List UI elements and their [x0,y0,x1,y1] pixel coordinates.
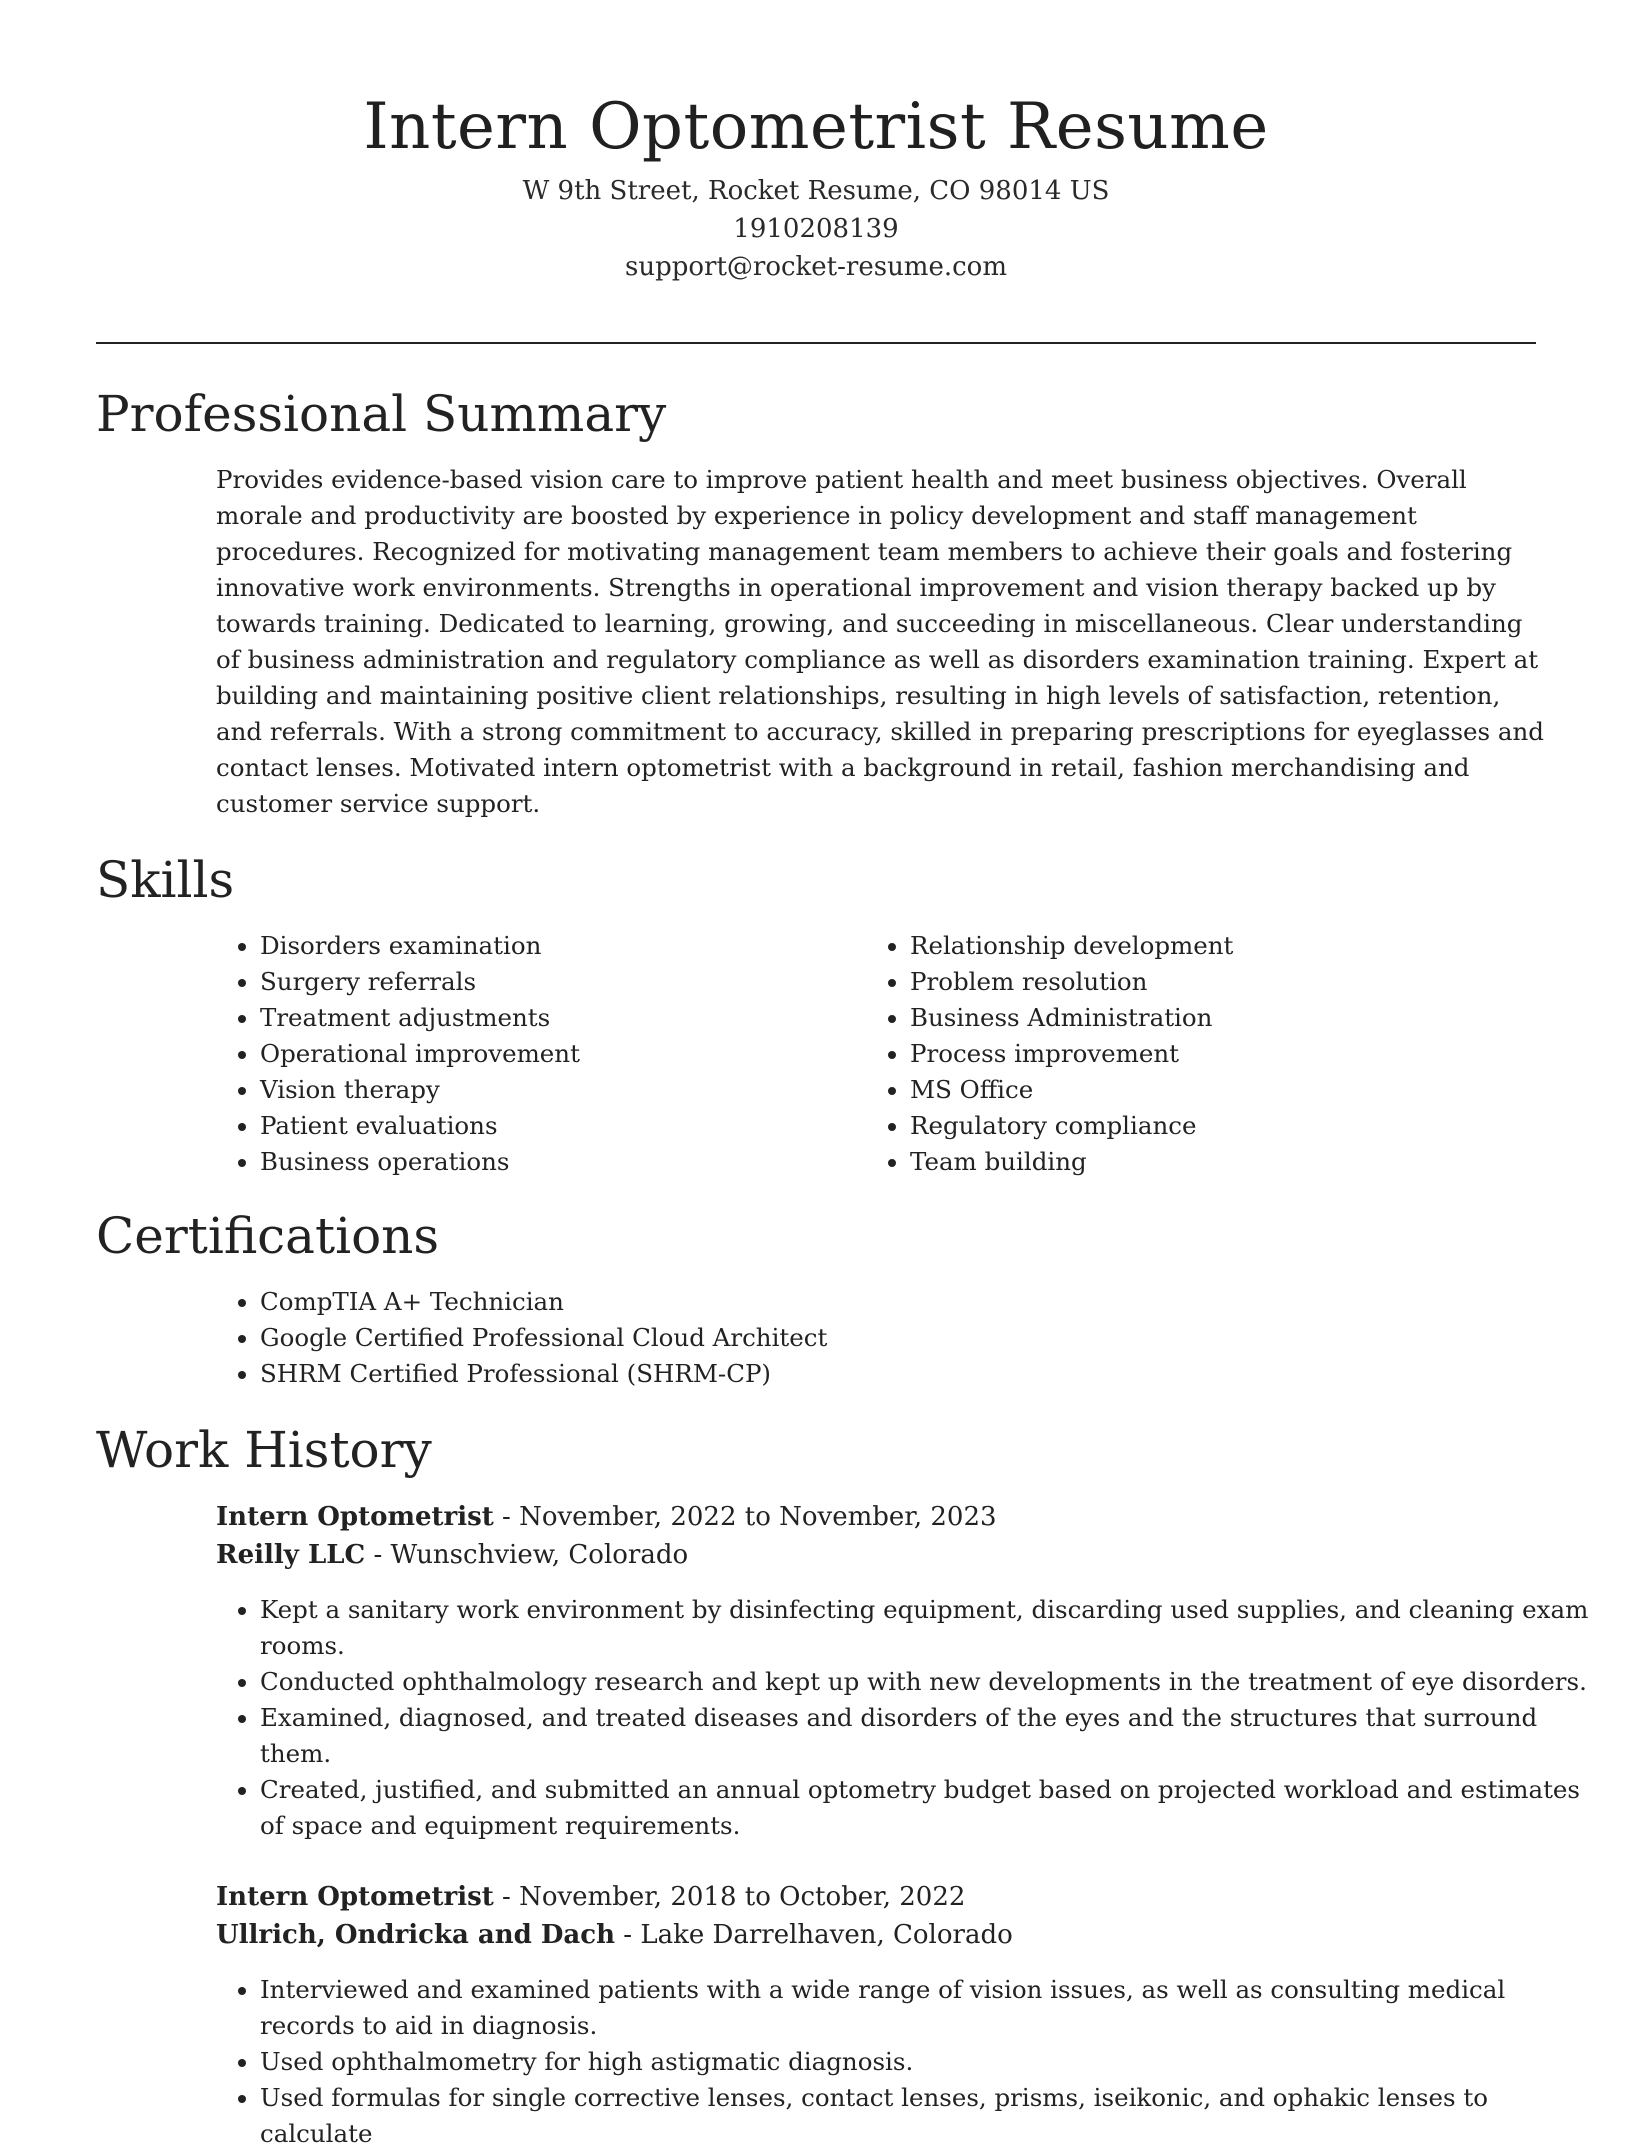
job-company: Ullrich, Ondricka and Dach [216,1920,616,1950]
job-bullet: • Conducted ophthalmology research and kept up with new developments in the treatment of eye disorders. [260,1664,1590,1700]
header-divider [96,342,1536,344]
section-title-skills: Skills [96,851,235,909]
section-title-work-history: Work History [96,1421,432,1479]
job-bullet: • Created, justified, and submitted an annual optometry budget based on projected workload and estimates of space and equipment requirements. [260,1772,1590,1844]
skill-item: • Relationship development [910,928,1550,964]
skills-list-left [216,928,820,1180]
job-bullet: • Kept a sanitary work environment by disinfecting equipment, discarding used supplies, and cleaning exam rooms. [260,1592,1590,1664]
skill-item: • Problem resolution [910,964,1550,1000]
certification-item: • Google Certified Professional Cloud Architect [260,1320,1460,1356]
section-title-summary: Professional Summary [96,385,667,443]
job-dates: - November, 2022 to November, 2023 [493,1502,997,1532]
skill-item: • Business Administration [910,1000,1550,1036]
job-role: Intern Optometrist [216,1882,494,1912]
contact-email: support@rocket-resume.com [624,252,1007,282]
job-dates: - November, 2018 to October, 2022 [493,1882,966,1912]
resume-header [96,82,1536,286]
skill-item: • Disorders examination [260,928,820,964]
job-bullet: • Interviewed and examined patients with a wide range of vision issues, as well as consulting medical records to aid in diagnosis. [260,1972,1590,2044]
job-location: - Lake Darrelhaven, Colorado [615,1920,1013,1950]
certification-item: • CompTIA A+ Technician [260,1284,1460,1320]
skill-item: • Patient evaluations [260,1108,820,1144]
skill-item: • Team building [910,1144,1550,1180]
skill-item: • Operational improvement [260,1036,820,1072]
job-bullet: • Used ophthalmometry for high astigmatic diagnosis. [260,2044,1590,2080]
section-title-certifications: Certifications [96,1207,440,1265]
job-location: - Wunschview, Colorado [365,1540,689,1570]
job-bullet: • Examined, diagnosed, and treated diseases and disorders of the eyes and the structures that surround them. [260,1700,1590,1772]
resume-title: Intern Optometrist Resume [363,90,1269,164]
skills-list-right [866,928,1550,1180]
job-company-line [216,1536,688,1574]
job-bullets [216,1972,1590,2152]
job-role: Intern Optometrist [216,1502,494,1532]
job-bullets [216,1592,1590,1844]
contact-phone: 1910208139 [733,214,899,244]
summary-text: Provides evidence-based vision care to improve patient health and meet business objectives. Overall morale and productivity are boosted by experience in policy development and staff management procedures. Recognized for motivating management team members to achieve their goals and fostering innovative work environments. Strengths in operational improvement and vision therapy backed up by towards training. Dedicated to learning, growing, and succeeding in miscellaneous. Clear understanding of business administration and regulatory compliance as well as disorders examination training. Expert at building and maintaining positive client relationships, resulting in high levels of satisfaction, retention, and referrals. With a strong commitment to accuracy, skilled in preparing prescriptions for eyeglasses and contact lenses. Motivated intern optometrist with a background in retail, fashion merchandising and customer service support. [216,465,1544,818]
skill-item: • Vision therapy [260,1072,820,1108]
job-company: Reilly LLC [216,1540,366,1570]
contact-address: W 9th Street, Rocket Resume, CO 98014 US [522,176,1110,206]
job-title-line [216,1498,997,1536]
job-bullet: • Used formulas for single corrective lenses, contact lenses, prisms, iseikonic, and ophakic lenses to calculate [260,2080,1590,2152]
skill-item: • Surgery referrals [260,964,820,1000]
skill-item: • Process improvement [910,1036,1550,1072]
job-title-line [216,1878,965,1916]
certifications-list [216,1284,1460,1392]
skill-item: • MS Office [910,1072,1550,1108]
skill-item: • Business operations [260,1144,820,1180]
skill-item: • Treatment adjustments [260,1000,820,1036]
job-company-line [216,1916,1013,1954]
skill-item: • Regulatory compliance [910,1108,1550,1144]
certification-item: • SHRM Certified Professional (SHRM-CP) [260,1356,1460,1392]
